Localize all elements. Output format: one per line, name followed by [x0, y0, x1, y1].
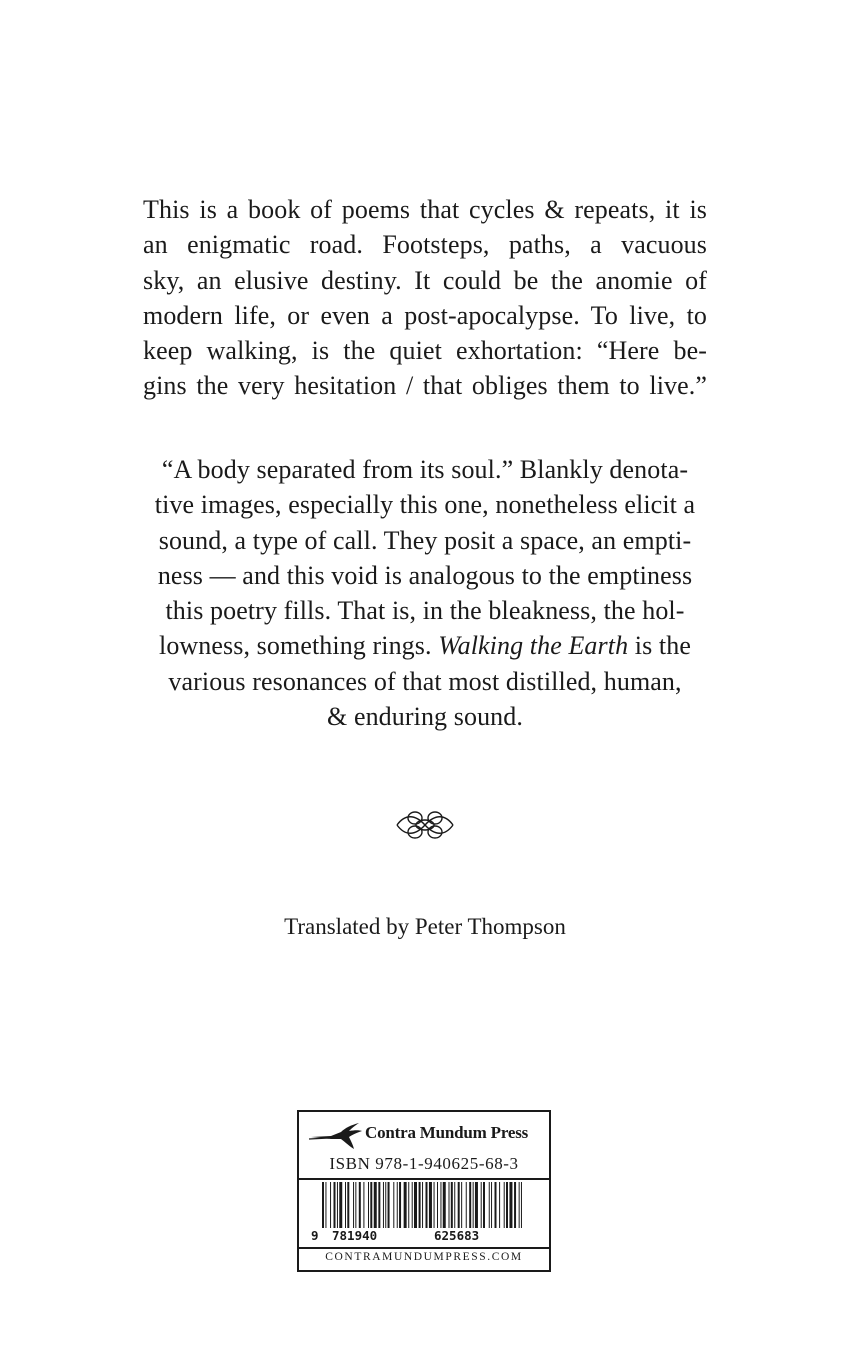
- isbn-barcode: [310, 1182, 540, 1242]
- text-line: sky, an elusive destiny. It could be the anomie of: [143, 265, 707, 295]
- text-line: an enigmatic road. Footsteps, paths, a vacuous: [143, 230, 707, 260]
- barcode-bar: [330, 1182, 331, 1228]
- barcode-bar: [491, 1182, 492, 1228]
- barcode-bar: [519, 1182, 520, 1228]
- barcode-bar: [475, 1182, 478, 1228]
- book-title: Walking the Earth: [438, 631, 629, 661]
- barcode-bar: [363, 1182, 364, 1228]
- barcode-bar: [399, 1182, 401, 1228]
- barcode-bar: [339, 1182, 342, 1228]
- barcode-bar: [355, 1182, 356, 1228]
- barcode-bar: [347, 1182, 349, 1228]
- barcode-bar: [426, 1182, 428, 1228]
- barcode-bar: [473, 1182, 474, 1228]
- translator-credit: Translated by Peter Thompson: [284, 914, 566, 939]
- barcode-bar: [504, 1182, 505, 1228]
- publisher-website: CONTRAMUNDUMPRESS.COM: [325, 1251, 523, 1263]
- barcode-bar: [483, 1182, 485, 1228]
- text-line: this poetry fills. That is, in the bleakness, the hol-: [165, 596, 685, 626]
- text-line: This is a book of poems that cycles & repeats, it is: [143, 195, 707, 224]
- publisher-row: [299, 1112, 549, 1154]
- barcode-bar: [469, 1182, 471, 1228]
- barcode-bar: [414, 1182, 417, 1228]
- text-line: “A body separated from its soul.” Blankly denota-: [161, 455, 689, 484]
- barcode-bar: [481, 1182, 482, 1228]
- barcode-bar: [458, 1182, 460, 1228]
- barcode-bar: [408, 1182, 409, 1228]
- barcode-bar: [337, 1182, 338, 1228]
- barcode-bar: [461, 1182, 462, 1228]
- barcode-bar: [383, 1182, 384, 1228]
- barcode-bar: [359, 1182, 361, 1228]
- barcode-bar: [495, 1182, 497, 1228]
- barcode-bar: [489, 1182, 490, 1228]
- divider: [299, 1247, 549, 1249]
- barcode-bar: [449, 1182, 450, 1228]
- divider: [299, 1178, 549, 1180]
- barcode-bar: [374, 1182, 377, 1228]
- barcode-bar: [422, 1182, 423, 1228]
- text-run: lowness, something rings.: [159, 631, 439, 661]
- barcode-bar: [393, 1182, 394, 1228]
- barcode-bar: [412, 1182, 413, 1228]
- text-line: modern life, or even a post-apocalypse. To live, to: [143, 300, 707, 330]
- isbn-number: ISBN 978-1-940625-68-3: [329, 1154, 519, 1173]
- barcode-bar: [440, 1182, 441, 1228]
- barcode-bar: [345, 1182, 346, 1228]
- blurb-paragraph-1: [143, 192, 707, 404]
- text-line: ness — and this void is analogous to the emptiness: [157, 560, 693, 590]
- barcode-bar: [397, 1182, 398, 1228]
- knot-ornament-icon: [395, 806, 455, 844]
- barcode-bar: [514, 1182, 516, 1228]
- barcode-bar: [419, 1182, 421, 1228]
- barcode-bar: [521, 1182, 522, 1228]
- barcode-bar: [506, 1182, 508, 1228]
- text-line: various resonances of that most distilled, human,: [168, 666, 682, 696]
- barcode-bar: [434, 1182, 435, 1228]
- blurb-paragraph-2: [143, 452, 707, 734]
- barcode-bar: [499, 1182, 500, 1228]
- barcode-bar: [429, 1182, 432, 1228]
- barcode-digit-first: 9: [311, 1228, 319, 1242]
- barcode-bar: [509, 1182, 512, 1228]
- text-run: is the: [628, 631, 691, 661]
- text-line: keep walking, is the quiet exhortation: “Here be-: [143, 336, 707, 366]
- text-line: tive images, especially this one, nonetheless elicit a: [154, 490, 696, 520]
- text-line: gins the very hesitation / that obliges them to live.”: [143, 371, 707, 401]
- publisher-name: Contra Mundum Press: [365, 1123, 529, 1142]
- barcode-bar: [370, 1182, 372, 1228]
- barcode-bar: [443, 1182, 446, 1228]
- imprint-box: [297, 1110, 551, 1272]
- barcode-bar: [378, 1182, 380, 1228]
- text-line: [143, 628, 707, 663]
- barcode-bar: [404, 1182, 407, 1228]
- bird-logo-icon: [307, 1115, 363, 1151]
- barcode-bar: [466, 1182, 467, 1228]
- barcode-bar: [437, 1182, 438, 1228]
- barcode-bar: [353, 1182, 354, 1228]
- barcode-bar: [368, 1182, 369, 1228]
- barcode-bar: [334, 1182, 336, 1228]
- text-line: sound, a type of call. They posit a space, an empti-: [158, 525, 692, 555]
- text-line: & enduring sound.: [327, 702, 523, 732]
- barcode-digits-right: 625683: [434, 1228, 480, 1242]
- barcode-digits-left: 781940: [332, 1228, 378, 1242]
